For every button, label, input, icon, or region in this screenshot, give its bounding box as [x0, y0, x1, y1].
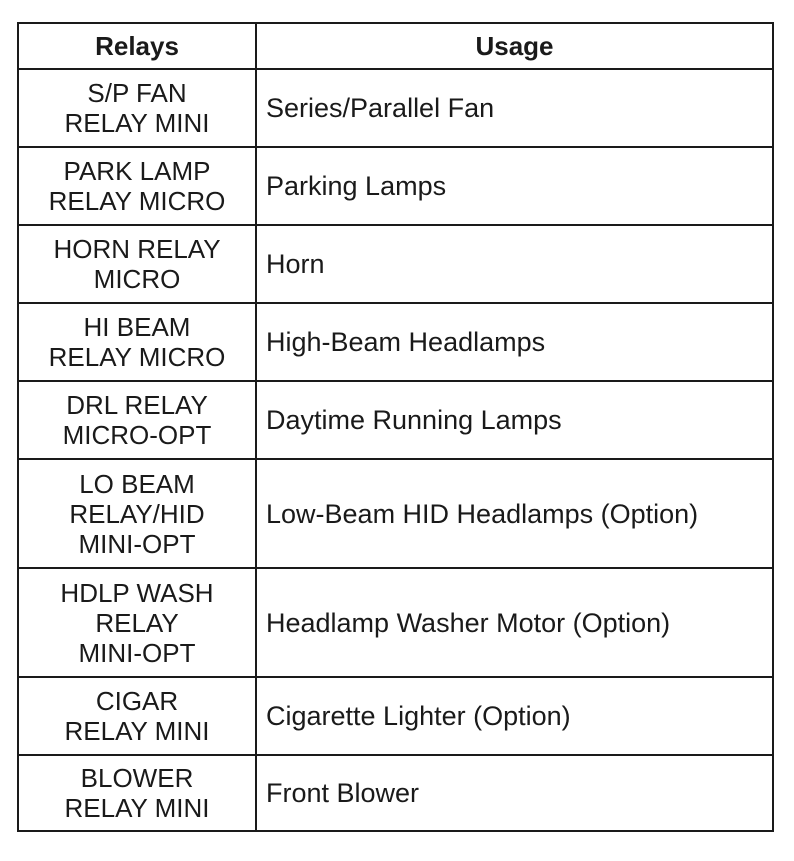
usage-cell: Series/Parallel Fan: [256, 69, 773, 147]
relay-name-cell: S/P FAN RELAY MINI: [18, 69, 256, 147]
relay-name-cell: HI BEAM RELAY MICRO: [18, 303, 256, 381]
table-row: [18, 568, 773, 677]
table-header: [18, 23, 773, 69]
relay-name-cell: PARK LAMP RELAY MICRO: [18, 147, 256, 225]
usage-cell: Cigarette Lighter (Option): [256, 677, 773, 755]
table-row: [18, 303, 773, 381]
table-row: [18, 381, 773, 459]
header-relays: Relays: [18, 23, 256, 69]
table-row: [18, 147, 773, 225]
usage-cell: Front Blower: [256, 755, 773, 831]
usage-cell: Headlamp Washer Motor (Option): [256, 568, 773, 677]
relay-name-cell: CIGAR RELAY MINI: [18, 677, 256, 755]
header-row: [18, 23, 773, 69]
usage-cell: Daytime Running Lamps: [256, 381, 773, 459]
table-row: [18, 459, 773, 568]
relay-name-cell: LO BEAM RELAY/HID MINI-OPT: [18, 459, 256, 568]
table-body: [18, 69, 773, 831]
usage-cell: Horn: [256, 225, 773, 303]
header-usage: Usage: [256, 23, 773, 69]
usage-cell: Low-Beam HID Headlamps (Option): [256, 459, 773, 568]
relay-name-cell: DRL RELAY MICRO-OPT: [18, 381, 256, 459]
relay-usage-table: [17, 22, 774, 832]
table-row: [18, 677, 773, 755]
relay-name-cell: HDLP WASH RELAY MINI-OPT: [18, 568, 256, 677]
relay-name-cell: HORN RELAY MICRO: [18, 225, 256, 303]
usage-cell: Parking Lamps: [256, 147, 773, 225]
table-row: [18, 755, 773, 831]
table-row: [18, 69, 773, 147]
table-row: [18, 225, 773, 303]
usage-cell: High-Beam Headlamps: [256, 303, 773, 381]
relay-name-cell: BLOWER RELAY MINI: [18, 755, 256, 831]
